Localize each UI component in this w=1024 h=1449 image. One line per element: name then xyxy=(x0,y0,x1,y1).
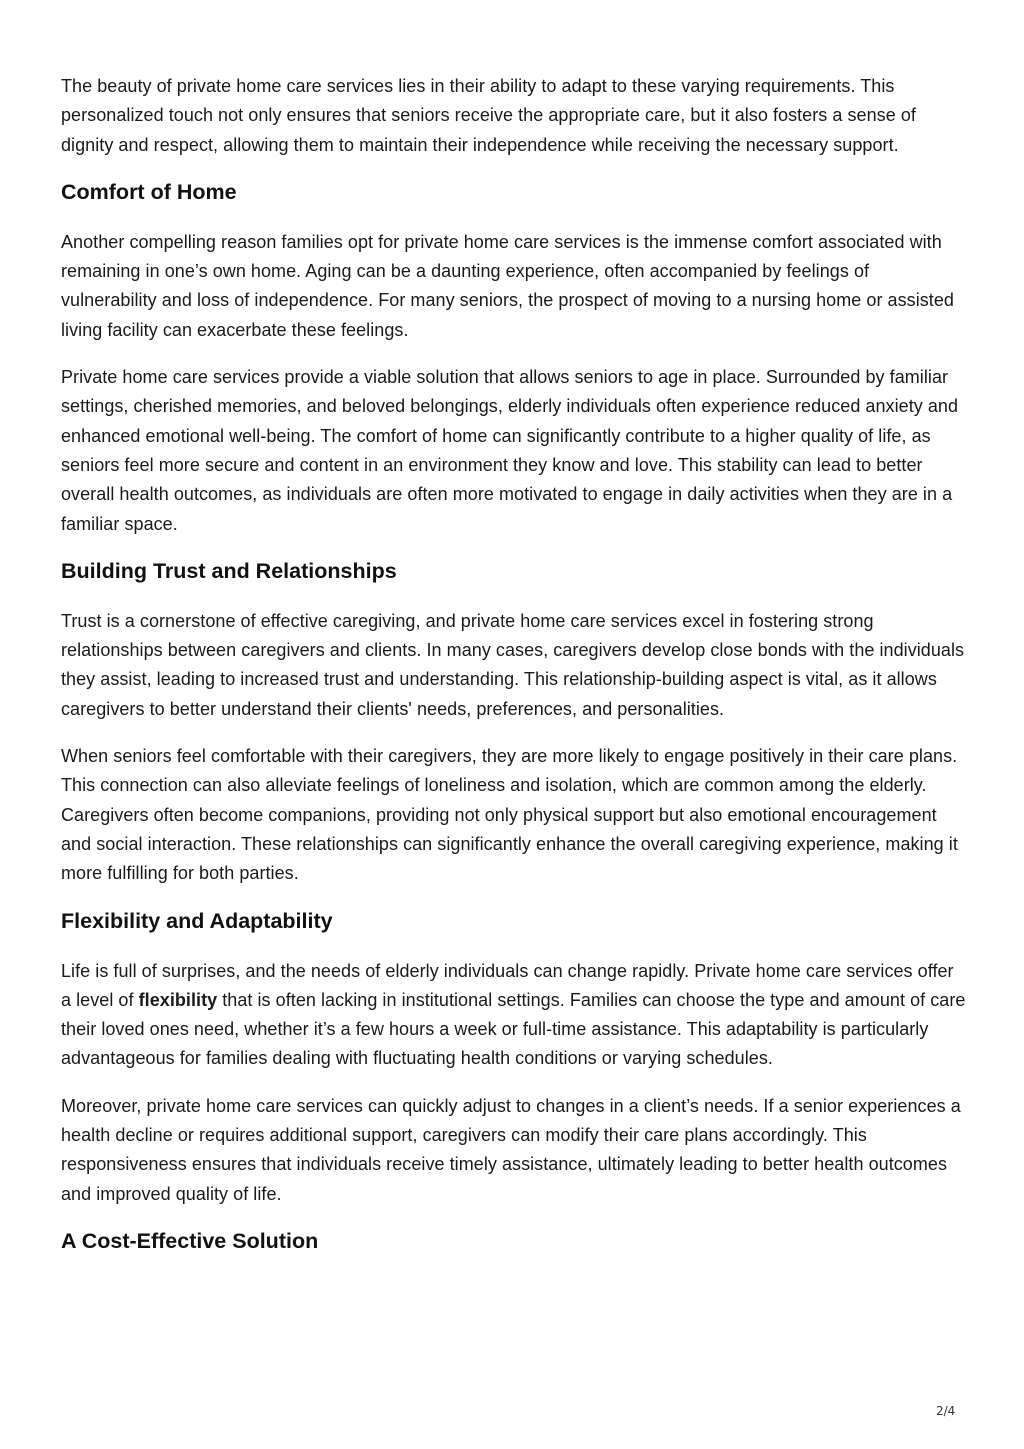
paragraph-adaptability-intro: The beauty of private home care services lies in their ability to adapt to these varying requirements. This personalized touch not only ensures that seniors receive the appropriate care, but it also fosters a sense of dignity and respect, allowing them to maintain their independence while receiving the necessary support. xyxy=(61,76,916,155)
bold-term-flexibility: flexibility xyxy=(138,989,218,1010)
paragraph-comfort-1: Another compelling reason families opt for private home care services is the immense comfort associated with remaining in one’s own home. Aging can be a daunting experience, often accompanied by feelings of vulnerability and loss of independence. For many seniors, the prospect of moving to a nursing home or assisted living facility can exacerbate these feelings. xyxy=(61,231,954,340)
document-body xyxy=(61,72,966,1277)
heading-comfort-of-home: Comfort of Home xyxy=(61,179,237,204)
paragraph-flexibility-1-end: that is often lacking in institutional settings. Families can choose the type and amount of care their loved ones need, whether it’s a few hours a week or full-time assistance. This adaptability is particularly advantageous for families dealing with fluctuating health conditions or varying schedules. xyxy=(61,989,966,1069)
paragraph-comfort-2: Private home care services provide a viable solution that allows seniors to age in place. Surrounded by familiar settings, cherished memories, and beloved belongings, elderly individuals often experience reduced anxiety and enhanced emotional well-being. The comfort of home can significantly contribute to a higher quality of life, as seniors feel more secure and content in an environment they know and love. This stability can lead to better overall health outcomes, as individuals are often more motivated to engage in daily activities when they are in a familiar space. xyxy=(61,367,959,534)
paragraph-flexibility-1 xyxy=(61,957,966,1074)
paragraph-trust-1: Trust is a cornerstone of effective caregiving, and private home care services excel in fostering strong relationships between caregivers and clients. In many cases, caregivers develop close bonds with the individuals they assist, leading to increased trust and understanding. This relationship-building aspect is vital, as it allows caregivers to better understand their clients' needs, preferences, and personalities. xyxy=(61,610,965,719)
page-number: 2/4 xyxy=(936,1404,956,1418)
paragraph-trust-2: When seniors feel comfortable with their caregivers, they are more likely to engage positively in their care plans. This connection can also alleviate feelings of loneliness and isolation, which are common among the elderly. Caregivers often become companions, providing not only physical support but also emotional encouragement and social interaction. These relationships can significantly enhance the overall caregiving experience, making it more fulfilling for both parties. xyxy=(61,746,958,884)
paragraph-flexibility-1-start: Life is full of surprises, and the needs of elderly individuals can change rapidly. Private home care services offer a level of xyxy=(61,960,954,1010)
heading-cost-effective: A Cost-Effective Solution xyxy=(61,1228,319,1253)
paragraph-flexibility-2: Moreover, private home care services can quickly adjust to changes in a client’s needs. If a senior experiences a health decline or requires additional support, caregivers can modify their care plans accordingly. This responsiveness ensures that individuals receive timely assistance, ultimately leading to better health outcomes and improved quality of life. xyxy=(61,1095,961,1204)
heading-flexibility: Flexibility and Adaptability xyxy=(61,908,333,933)
heading-building-trust: Building Trust and Relationships xyxy=(61,558,397,583)
